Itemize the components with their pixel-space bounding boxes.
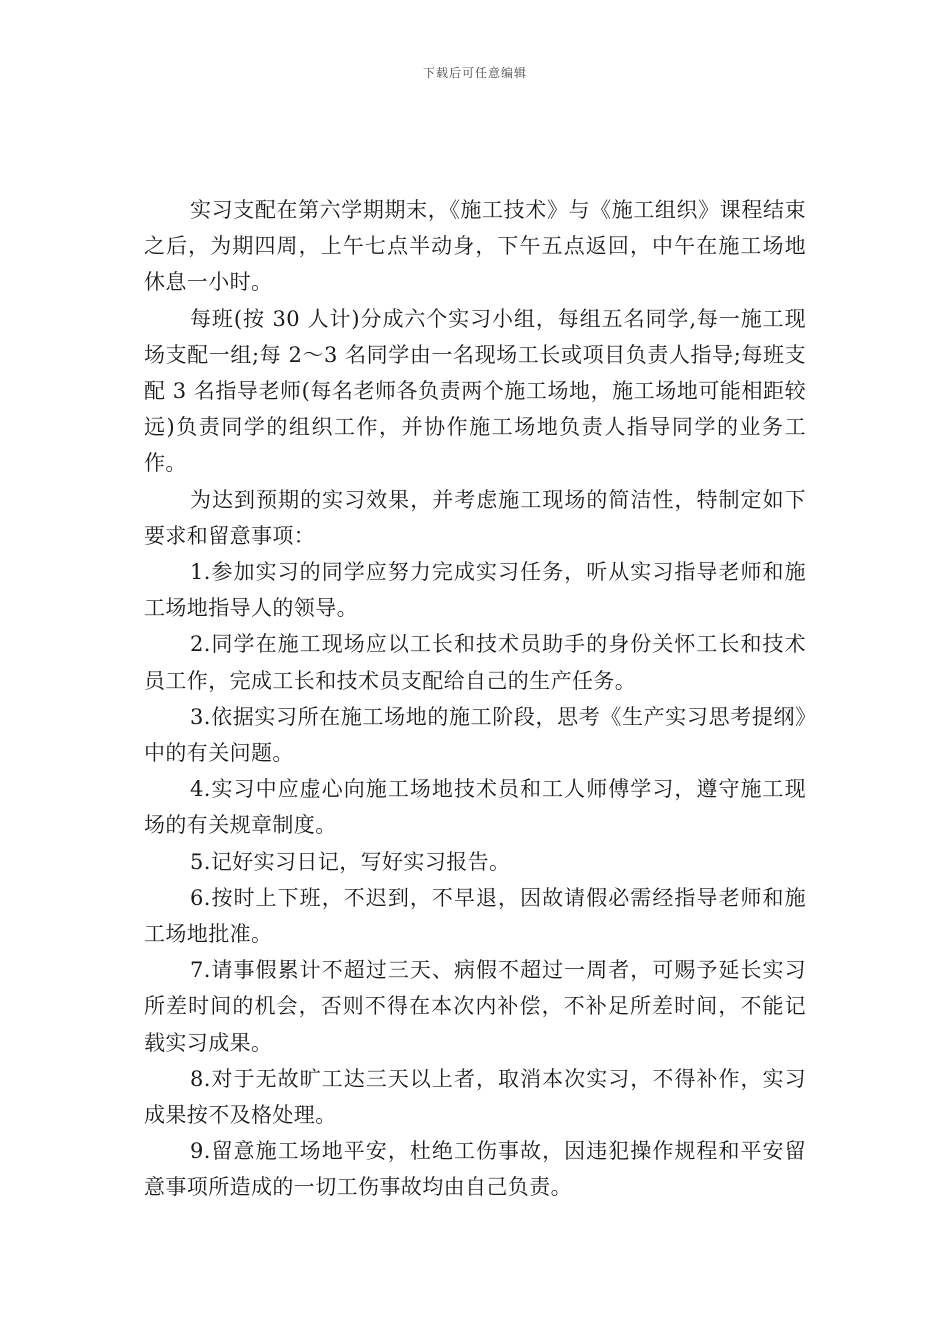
list-item-rule-5: 5.记好实习日记，写好实习报告。	[190, 849, 511, 874]
paragraph-schedule: 实习支配在第六学期期末，《施工技术》与《施工组织》课程结束之后，为期四周，上午七点半动身，下午五点返回，中午在施工场地休息一小时。	[144, 198, 806, 295]
list-item-rule-9: 9.留意施工场地平安，杜绝工伤事故，因违犯操作规程和平安留意事项所造成的一切工伤事故均由自己负责。	[144, 1139, 806, 1200]
list-item-rule-6: 6.按时上下班，不迟到，不早退，因故请假必需经指导老师和施工场地批准。	[144, 885, 806, 947]
document-body	[144, 192, 806, 1206]
list-item-rule-8: 8.对于无故旷工达三天以上者，取消本次实习，不得补作，实习成果按不及格处理。	[144, 1066, 806, 1128]
list-item-rule-4: 4.实习中应虚心向施工场地技术员和工人师傅学习，遵守施工现场的有关规章制度。	[144, 777, 806, 838]
list-item-rule-1: 1.参加实习的同学应努力完成实习任务，听从实习指导老师和施工场地指导人的领导。	[144, 560, 806, 621]
paragraph-grouping: 每班(按 30 人计)分成六个实习小组，每组五名同学,每一施工现场支配一组;每 2～3 名同学由一名现场工长或项目负责人指导;每班支配 3 名指导老师(每名老师各负责两个施工场地，施工场地可能相距较远)负责同学的组织工作，并协作施工场地负责人指导同学的业务工作。	[144, 306, 806, 476]
page-header-note: 下载后可任意编辑	[422, 66, 527, 80]
paragraph-requirements-intro: 为达到预期的实习效果，并考虑施工现场的简洁性，特制定如下要求和留意事项：	[144, 487, 806, 548]
list-item-rule-2: 2.同学在施工现场应以工长和技术员助手的身份关怀工长和技术员工作，完成工长和技术员支配给自己的生产任务。	[144, 632, 806, 693]
list-item-rule-3: 3.依据实习所在施工场地的施工阶段，思考《生产实习思考提纲》中的有关问题。	[144, 704, 806, 766]
list-item-rule-7: 7.请事假累计不超过三天、病假不超过一周者，可赐予延长实习所差时间的机会，否则不得在本次内补偿，不补足所差时间，不能记载实习成果。	[144, 958, 806, 1055]
